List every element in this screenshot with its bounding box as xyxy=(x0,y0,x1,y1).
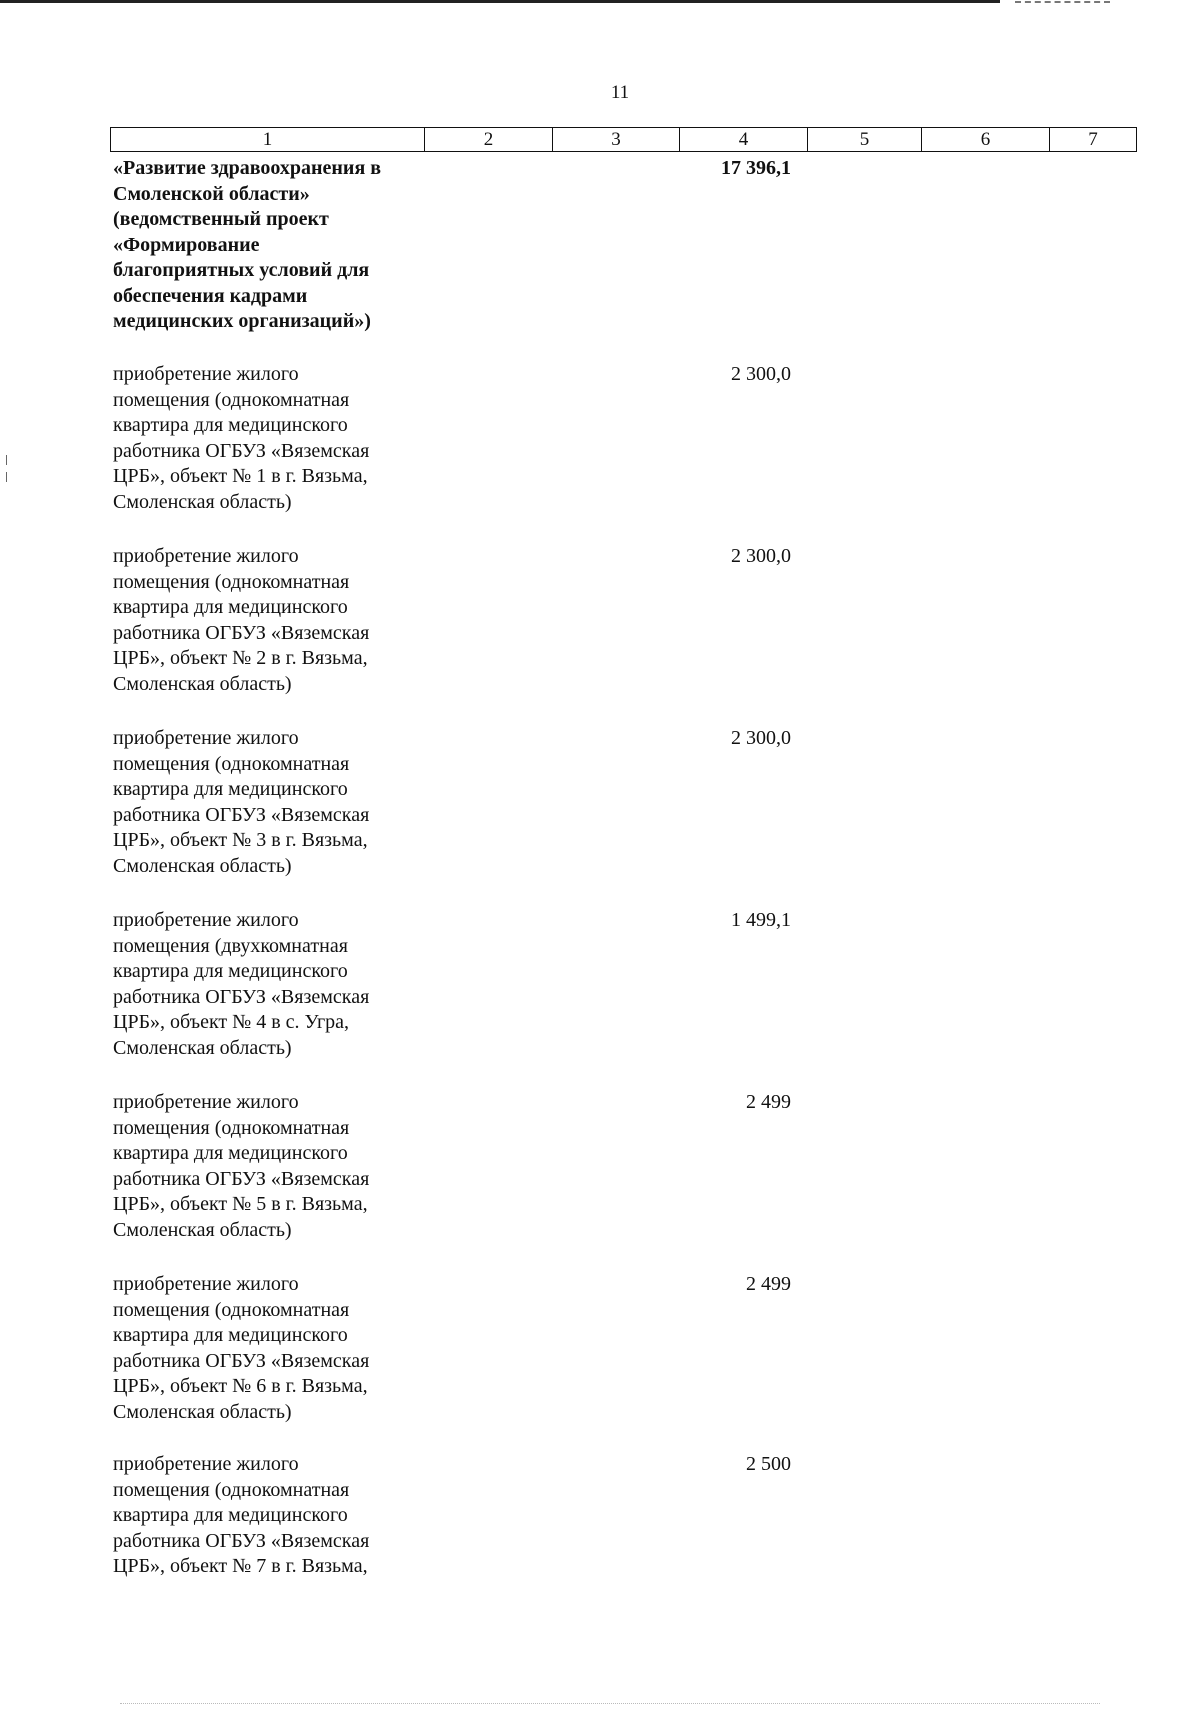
column-number-4: 4 xyxy=(680,128,808,152)
column-number-3: 3 xyxy=(553,128,680,152)
entry-amount: 2 300,0 xyxy=(731,363,791,385)
column-number-5: 5 xyxy=(808,128,922,152)
entry-amount: 2 300,0 xyxy=(731,545,791,567)
scan-artifact xyxy=(120,1703,1100,1704)
column-number-1: 1 xyxy=(111,128,425,152)
entry-description: приобретение жилого помещения (однокомнатная квартира для медицинского работника ОГБУЗ «Вяземская ЦРБ», объект № 3 в г. Вязьма, Смоленская область) xyxy=(113,727,370,877)
column-number-2: 2 xyxy=(425,128,553,152)
entry-amount: 2 500 xyxy=(746,1453,791,1475)
column-number-header xyxy=(110,127,1137,152)
scan-artifact xyxy=(1015,1,1110,3)
column-number-7: 7 xyxy=(1050,128,1137,152)
entry-amount: 1 499,1 xyxy=(731,909,791,931)
entry-description: приобретение жилого помещения (однокомнатная квартира для медицинского работника ОГБУЗ «Вяземская ЦРБ», объект № 1 в г. Вязьма, Смоленская область) xyxy=(113,363,370,513)
entry-amount: 2 499 xyxy=(746,1273,791,1295)
entry-amount: 2 499 xyxy=(746,1091,791,1113)
scan-artifact xyxy=(6,455,7,465)
entry-amount: 2 300,0 xyxy=(731,727,791,749)
entry-description: «Развитие здравоохранения в Смоленской области» (ведомственный проект «Формирование благоприятных условий для обеспечения кадрами медицинских организаций») xyxy=(113,157,382,332)
column-number-6: 6 xyxy=(922,128,1050,152)
entry-description: приобретение жилого помещения (однокомнатная квартира для медицинского работника ОГБУЗ «Вяземская ЦРБ», объект № 2 в г. Вязьма, Смоленская область) xyxy=(113,545,370,695)
scan-border-line xyxy=(0,0,1000,3)
entry-description: приобретение жилого помещения (двухкомнатная квартира для медицинского работника ОГБУЗ «Вяземская ЦРБ», объект № 4 в с. Угра, Смоленская область) xyxy=(113,909,370,1059)
scan-artifact xyxy=(6,472,7,482)
page-number: 11 xyxy=(610,82,630,103)
entry-description: приобретение жилого помещения (однокомнатная квартира для медицинского работника ОГБУЗ «Вяземская ЦРБ», объект № 6 в г. Вязьма, Смоленская область) xyxy=(113,1273,370,1423)
entry-amount: 17 396,1 xyxy=(721,157,791,179)
entry-description: приобретение жилого помещения (однокомнатная квартира для медицинского работника ОГБУЗ «Вяземская ЦРБ», объект № 7 в г. Вязьма, xyxy=(113,1453,370,1577)
entry-description: приобретение жилого помещения (однокомнатная квартира для медицинского работника ОГБУЗ «Вяземская ЦРБ», объект № 5 в г. Вязьма, Смоленская область) xyxy=(113,1091,370,1241)
